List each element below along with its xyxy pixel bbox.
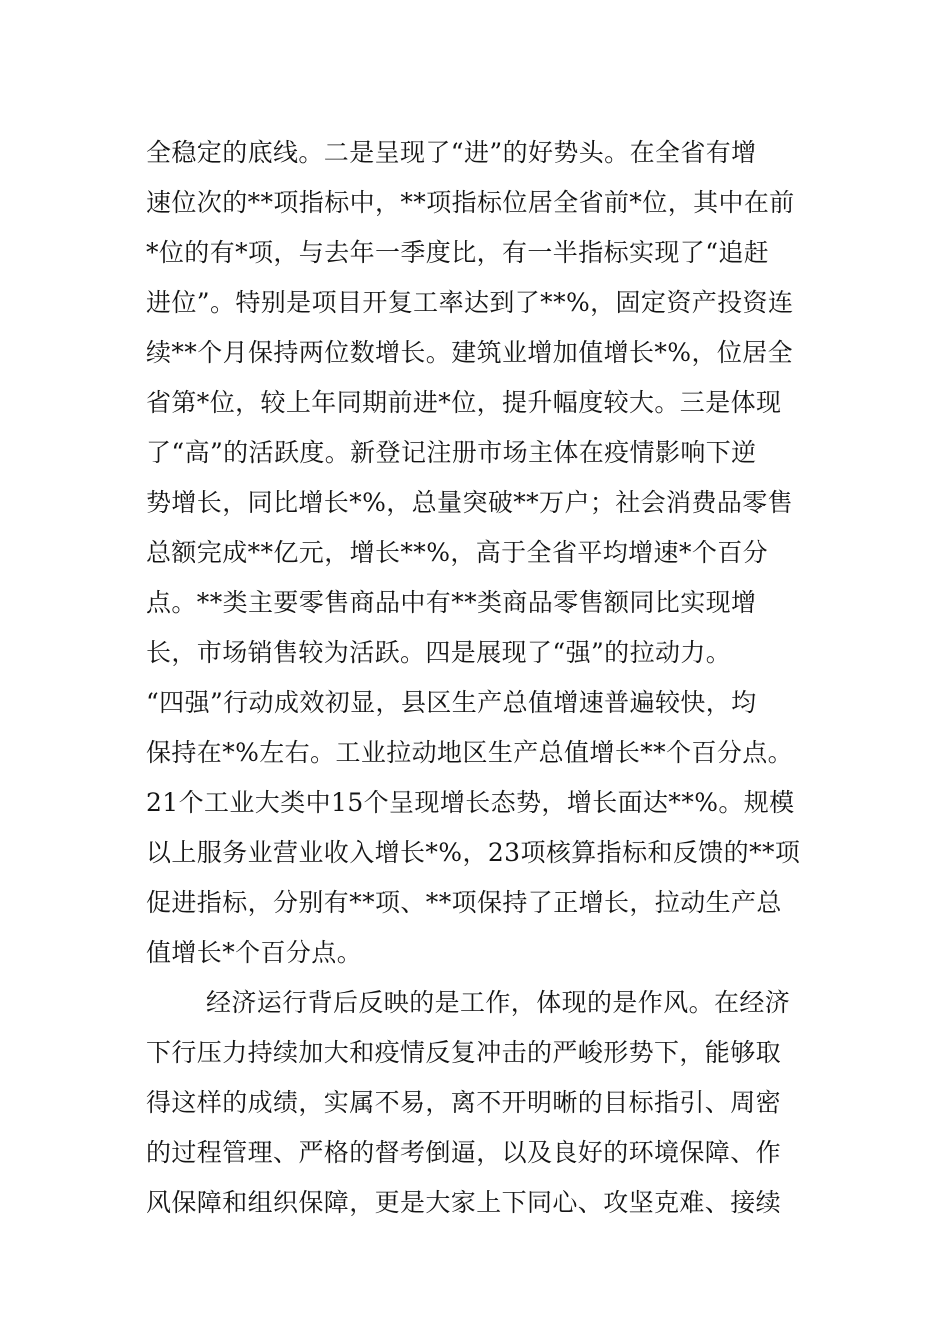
text-line: 长，市场销售较为活跃。四是展现了“强”的拉动力。 bbox=[146, 638, 732, 667]
text-line: 的过程管理、严格的督考倒逼，以及良好的环境保障、作 bbox=[146, 1138, 782, 1167]
text-line: 下行压力持续加大和疫情反复冲击的严峻形势下，能够取 bbox=[146, 1038, 782, 1067]
text-line: 以上服务业营业收入增长*%，23项核算指标和反馈的**项 bbox=[146, 838, 801, 867]
text-line: 保持在*%左右。工业拉动地区生产总值增长**个百分点。 bbox=[146, 738, 794, 767]
text-line: 点。**类主要零售商品中有**类商品零售额同比实现增 bbox=[146, 588, 757, 617]
text-line: 全稳定的底线。二是呈现了“进”的好势头。在全省有增 bbox=[146, 138, 757, 167]
text-line: 得这样的成绩，实属不易，离不开明晰的目标指引、周密 bbox=[146, 1088, 782, 1117]
text-line: 速位次的**项指标中，**项指标位居全省前*位，其中在前 bbox=[146, 188, 795, 217]
text-line: 了“高”的活跃度。新登记注册市场主体在疫情影响下逆 bbox=[146, 438, 757, 467]
text-line: 总额完成**亿元，增长**%，高于全省平均增速*个百分 bbox=[146, 538, 769, 567]
text-line: 进位”。特别是项目开复工率达到了**%，固定资产投资连 bbox=[146, 288, 794, 317]
text-line: 21个工业大类中15个呈现增长态势，增长面达**%。规模 bbox=[146, 788, 795, 817]
text-line: 续**个月保持两位数增长。建筑业增加值增长*%，位居全 bbox=[146, 338, 794, 367]
text-line: 省第*位，较上年同期前进*位，提升幅度较大。三是体现 bbox=[146, 388, 782, 417]
text-line: 风保障和组织保障，更是大家上下同心、攻坚克难、接续 bbox=[146, 1188, 782, 1217]
text-line: 促进指标，分别有**项、**项保持了正增长，拉动生产总 bbox=[146, 888, 782, 917]
paragraph-start-line: 经济运行背后反映的是工作，体现的是作风。在经济 bbox=[206, 988, 791, 1017]
text-line: *位的有*项，与去年一季度比，有一半指标实现了“追赶 bbox=[146, 238, 770, 267]
text-line: “四强”行动成效初显，县区生产总值增速普遍较快，均 bbox=[146, 688, 757, 717]
text-line: 值增长*个百分点。 bbox=[146, 938, 363, 967]
text-line: 势增长，同比增长*%，总量突破**万户；社会消费品零售 bbox=[146, 488, 794, 517]
